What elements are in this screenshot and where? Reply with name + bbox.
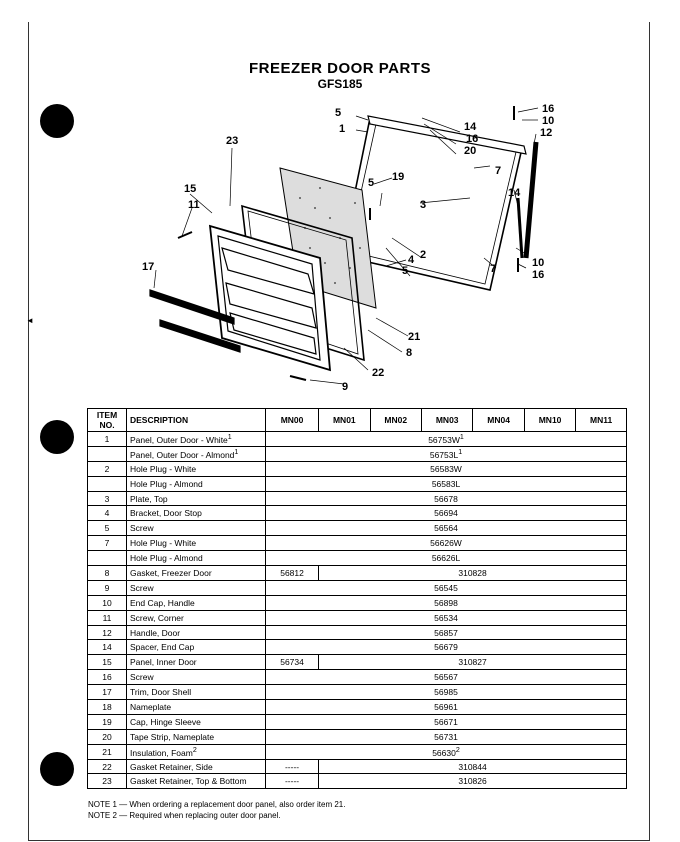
description-text: Screw bbox=[130, 582, 154, 593]
callout-16b: 16 bbox=[542, 103, 555, 115]
callout-10b: 10 bbox=[532, 257, 545, 269]
part-number bbox=[266, 476, 627, 491]
part-number-text: 56545 bbox=[434, 582, 458, 593]
part-number-text: 56857 bbox=[434, 627, 458, 638]
part-number bbox=[319, 774, 627, 789]
parts-table bbox=[87, 408, 627, 789]
callout-1: 1 bbox=[339, 123, 346, 135]
item-number: 14 bbox=[88, 640, 127, 655]
description-text: Screw bbox=[130, 523, 154, 534]
item-number bbox=[88, 551, 127, 566]
description-text: Spacer, End Cap bbox=[130, 642, 195, 653]
item-number: 16 bbox=[88, 670, 127, 685]
table-row bbox=[88, 536, 627, 551]
description-text: Gasket Retainer, Side bbox=[130, 761, 213, 772]
table-row bbox=[88, 491, 627, 506]
part-description bbox=[127, 476, 266, 491]
table-row bbox=[88, 655, 627, 670]
description-text: Hole Plug - White bbox=[130, 538, 197, 549]
part-number-text: 56534 bbox=[434, 612, 458, 623]
callout-15: 15 bbox=[184, 183, 197, 195]
callout-16c: 16 bbox=[532, 269, 545, 281]
column-header: DESCRIPTION bbox=[127, 409, 266, 432]
footnote-marker: 1 bbox=[459, 433, 464, 442]
item-number: 7 bbox=[88, 536, 127, 551]
item-number: 12 bbox=[88, 625, 127, 640]
item-number bbox=[88, 476, 127, 491]
part-number bbox=[266, 774, 319, 789]
callout-14b: 14 bbox=[508, 187, 521, 199]
item-number: 3 bbox=[88, 491, 127, 506]
callout-8: 8 bbox=[406, 347, 413, 359]
item-number: 22 bbox=[88, 759, 127, 774]
table-row bbox=[88, 446, 627, 461]
part-description bbox=[127, 729, 266, 744]
part-description bbox=[127, 566, 266, 581]
part-number bbox=[266, 610, 627, 625]
part-number-text: ----- bbox=[284, 776, 300, 787]
part-number bbox=[266, 640, 627, 655]
part-number-text: 56626L bbox=[431, 553, 461, 564]
part-number bbox=[319, 759, 627, 774]
punch-hole bbox=[40, 752, 74, 786]
punch-hole bbox=[40, 420, 74, 454]
table-row bbox=[88, 580, 627, 595]
table-row bbox=[88, 744, 627, 759]
part-description bbox=[127, 595, 266, 610]
callout-9: 9 bbox=[342, 381, 349, 393]
part-description bbox=[127, 521, 266, 536]
table-row bbox=[88, 432, 627, 447]
part-description bbox=[127, 432, 266, 447]
part-number-text: 310828 bbox=[458, 567, 487, 578]
column-header: MN04 bbox=[473, 409, 524, 432]
item-number: 10 bbox=[88, 595, 127, 610]
callout-12: 12 bbox=[540, 127, 553, 139]
item-number bbox=[88, 446, 127, 461]
part-number bbox=[266, 714, 627, 729]
part-number-text: 56583L bbox=[431, 478, 461, 489]
callout-7b: 7 bbox=[490, 263, 497, 275]
callout-4: 4 bbox=[408, 254, 415, 266]
part-description bbox=[127, 685, 266, 700]
part-description bbox=[127, 670, 266, 685]
door-handle bbox=[526, 142, 536, 258]
description-text: Screw bbox=[130, 672, 154, 683]
exploded-parts-diagram bbox=[130, 98, 570, 398]
part-number bbox=[266, 685, 627, 700]
table-header-row bbox=[88, 409, 627, 432]
callout-14: 14 bbox=[464, 121, 477, 133]
part-number bbox=[266, 506, 627, 521]
table-row bbox=[88, 476, 627, 491]
column-header: ITEM NO. bbox=[88, 409, 127, 432]
item-number: 19 bbox=[88, 714, 127, 729]
description-text: Bracket, Door Stop bbox=[130, 508, 202, 519]
description-text: Hole Plug - Almond bbox=[130, 553, 203, 564]
footnote-marker: 1 bbox=[227, 433, 232, 442]
table-row bbox=[88, 729, 627, 744]
footnote-marker: 1 bbox=[234, 447, 239, 456]
description-text: Tape Strip, Nameplate bbox=[130, 731, 215, 742]
table-row bbox=[88, 551, 627, 566]
part-description bbox=[127, 536, 266, 551]
part-description bbox=[127, 461, 266, 476]
column-header: MN10 bbox=[524, 409, 575, 432]
footnote-marker: 2 bbox=[192, 745, 197, 754]
column-header: MN01 bbox=[319, 409, 370, 432]
callout-17: 17 bbox=[142, 261, 155, 273]
part-number-text: 310827 bbox=[458, 657, 487, 668]
description-text: Hole Plug - White bbox=[130, 463, 197, 474]
part-number-text: 310844 bbox=[458, 761, 487, 772]
note-1: NOTE 1 — When ordering a replacement door panel, also order item 21. bbox=[88, 800, 346, 809]
description-text: Insulation, Foam bbox=[130, 747, 193, 758]
description-text: Gasket, Freezer Door bbox=[130, 567, 212, 578]
part-description bbox=[127, 774, 266, 789]
part-description bbox=[127, 700, 266, 715]
callout-10: 10 bbox=[542, 115, 555, 127]
part-description bbox=[127, 580, 266, 595]
footnote-marker: 2 bbox=[455, 745, 460, 754]
part-description bbox=[127, 744, 266, 759]
part-number bbox=[266, 446, 627, 461]
callout-16: 16 bbox=[466, 133, 479, 145]
edge-mark: ◄ bbox=[26, 316, 34, 325]
part-number bbox=[266, 625, 627, 640]
part-number bbox=[266, 729, 627, 744]
description-text: Screw, Corner bbox=[130, 612, 184, 623]
callout-19: 19 bbox=[392, 171, 405, 183]
part-number bbox=[266, 461, 627, 476]
table-row bbox=[88, 640, 627, 655]
table-row bbox=[88, 595, 627, 610]
callout-5b: 5 bbox=[368, 177, 375, 189]
part-description bbox=[127, 610, 266, 625]
part-description bbox=[127, 491, 266, 506]
part-number-text: 56734 bbox=[280, 657, 304, 668]
item-number: 15 bbox=[88, 655, 127, 670]
part-description bbox=[127, 625, 266, 640]
item-number: 5 bbox=[88, 521, 127, 536]
part-number bbox=[266, 744, 627, 759]
top-plate bbox=[368, 116, 526, 154]
part-number bbox=[266, 566, 319, 581]
part-description bbox=[127, 759, 266, 774]
part-number-text: 56985 bbox=[434, 687, 458, 698]
part-number-text: ----- bbox=[284, 761, 300, 772]
callout-20: 20 bbox=[464, 145, 477, 157]
item-number: 17 bbox=[88, 685, 127, 700]
description-text: Panel, Outer Door - White bbox=[130, 434, 228, 445]
description-text: Plate, Top bbox=[130, 493, 168, 504]
item-number: 18 bbox=[88, 700, 127, 715]
table-row bbox=[88, 610, 627, 625]
column-header: MN00 bbox=[266, 409, 319, 432]
table-row bbox=[88, 521, 627, 536]
part-number bbox=[319, 566, 627, 581]
part-number bbox=[266, 521, 627, 536]
part-number-text: 56564 bbox=[434, 523, 458, 534]
table-row bbox=[88, 625, 627, 640]
part-number bbox=[266, 432, 627, 447]
part-description bbox=[127, 655, 266, 670]
callout-23: 23 bbox=[226, 135, 239, 147]
part-number bbox=[266, 595, 627, 610]
part-number-text: 56961 bbox=[434, 701, 458, 712]
part-number bbox=[266, 670, 627, 685]
callout-2: 2 bbox=[420, 249, 427, 261]
item-number: 1 bbox=[88, 432, 127, 447]
part-number bbox=[266, 759, 319, 774]
table-row bbox=[88, 566, 627, 581]
description-text: Hole Plug - Almond bbox=[130, 478, 203, 489]
part-number-text: 56679 bbox=[434, 642, 458, 653]
description-text: Panel, Outer Door - Almond bbox=[130, 449, 235, 460]
part-number-text: 56812 bbox=[280, 567, 304, 578]
part-number-text: 56626W bbox=[430, 538, 462, 549]
callout-22: 22 bbox=[372, 367, 385, 379]
callout-5c: 5 bbox=[402, 265, 409, 277]
table-row bbox=[88, 461, 627, 476]
part-number-text: 56567 bbox=[434, 672, 458, 683]
model-number: GFS185 bbox=[317, 77, 363, 91]
part-number bbox=[266, 700, 627, 715]
table-row bbox=[88, 670, 627, 685]
callout-11: 11 bbox=[188, 199, 200, 211]
table-row bbox=[88, 774, 627, 789]
part-number bbox=[266, 580, 627, 595]
punch-hole bbox=[40, 104, 74, 138]
part-number bbox=[266, 491, 627, 506]
callout-7: 7 bbox=[495, 165, 502, 177]
column-header: MN03 bbox=[421, 409, 472, 432]
description-text: Panel, Inner Door bbox=[130, 657, 197, 668]
item-number: 2 bbox=[88, 461, 127, 476]
part-number bbox=[266, 536, 627, 551]
item-number: 20 bbox=[88, 729, 127, 744]
description-text: Handle, Door bbox=[130, 627, 181, 638]
part-number-text: 56671 bbox=[434, 716, 458, 727]
item-number: 4 bbox=[88, 506, 127, 521]
item-number: 23 bbox=[88, 774, 127, 789]
part-description bbox=[127, 446, 266, 461]
part-number-text: 56898 bbox=[434, 597, 458, 608]
column-header: MN02 bbox=[370, 409, 421, 432]
description-text: Gasket Retainer, Top & Bottom bbox=[130, 776, 247, 787]
description-text: Cap, Hinge Sleeve bbox=[130, 716, 201, 727]
parts-table-body bbox=[88, 432, 627, 789]
callout-5: 5 bbox=[335, 107, 342, 119]
part-number-text: 56678 bbox=[434, 493, 458, 504]
part-description bbox=[127, 640, 266, 655]
note-2: NOTE 2 — Required when replacing outer door panel. bbox=[88, 811, 281, 820]
description-text: Trim, Door Shell bbox=[130, 687, 192, 698]
part-description bbox=[127, 551, 266, 566]
part-number bbox=[266, 551, 627, 566]
table-row bbox=[88, 685, 627, 700]
callout-21: 21 bbox=[408, 331, 421, 343]
description-text: Nameplate bbox=[130, 701, 172, 712]
part-description bbox=[127, 714, 266, 729]
item-number: 8 bbox=[88, 566, 127, 581]
table-row bbox=[88, 759, 627, 774]
table-row bbox=[88, 700, 627, 715]
description-text: End Cap, Handle bbox=[130, 597, 195, 608]
part-number bbox=[266, 655, 319, 670]
part-number-text: 56583W bbox=[430, 463, 462, 474]
part-number-text: 56694 bbox=[434, 508, 458, 519]
page-title: FREEZER DOOR PARTS bbox=[248, 60, 432, 77]
table-row bbox=[88, 506, 627, 521]
part-number-text: 56630 bbox=[432, 747, 456, 758]
part-number bbox=[319, 655, 627, 670]
footnote-marker: 1 bbox=[458, 447, 463, 456]
column-header: MN11 bbox=[576, 409, 627, 432]
part-number-text: 56753W bbox=[428, 434, 460, 445]
part-number-text: 56753L bbox=[429, 449, 459, 460]
item-number: 9 bbox=[88, 580, 127, 595]
part-number-text: 56731 bbox=[434, 731, 458, 742]
table-row bbox=[88, 714, 627, 729]
part-number-text: 310826 bbox=[458, 776, 487, 787]
part-description bbox=[127, 506, 266, 521]
callout-3: 3 bbox=[420, 199, 427, 211]
item-number: 11 bbox=[88, 610, 127, 625]
item-number: 21 bbox=[88, 744, 127, 759]
